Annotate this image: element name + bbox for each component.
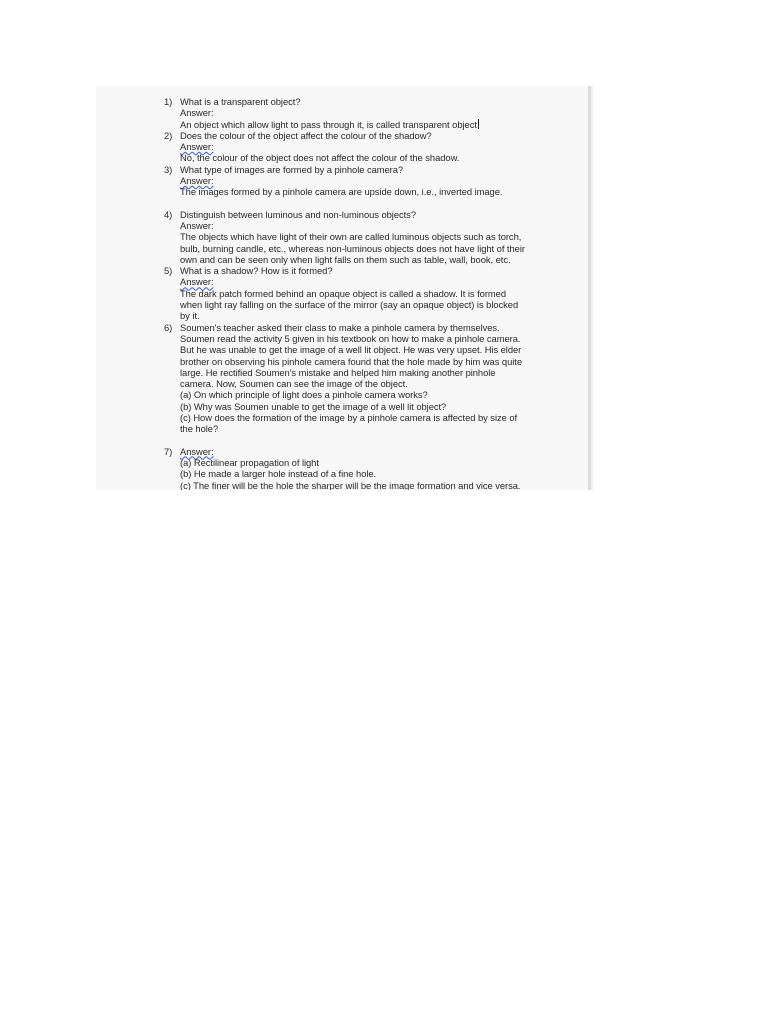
document-content bbox=[164, 96, 584, 490]
answer-line: The dark patch formed behind an opaque object is called a shadow. It is formed bbox=[180, 287, 506, 299]
question-number: 5) bbox=[164, 265, 173, 277]
question-line: (b) Why was Soumen unable to get the image of a well lit object? bbox=[180, 400, 447, 412]
question-number: 7) bbox=[164, 445, 173, 457]
answer-label: Answer: bbox=[180, 107, 214, 119]
question-line: But he was unable to get the image of a well lit object. He was very upset. His elder bbox=[180, 344, 522, 356]
question-number: 4) bbox=[164, 208, 173, 220]
question-number: 6) bbox=[164, 321, 173, 333]
question-number: 1) bbox=[164, 96, 173, 107]
answer-7 bbox=[164, 446, 584, 490]
question-2 bbox=[164, 130, 584, 164]
text-cursor bbox=[478, 119, 479, 129]
answer-line: own and can be seen only when light falls on them such as table, wall, book, etc. bbox=[180, 253, 511, 265]
question-line: camera. Now, Soumen can see the image of the object. bbox=[180, 378, 408, 390]
question-3 bbox=[164, 164, 584, 198]
question-text: Distinguish between luminous and non-luminous objects? bbox=[180, 208, 416, 220]
question-number: 3) bbox=[164, 163, 173, 175]
question-line: the hole? bbox=[180, 423, 219, 435]
answer-line: (b) He made a larger hole instead of a fine hole. bbox=[180, 468, 377, 480]
answer-line: (a) Rectilinear propagation of light bbox=[180, 456, 319, 468]
question-1 bbox=[164, 96, 584, 130]
answer-label: Answer: bbox=[180, 445, 214, 457]
answer-label: Answer: bbox=[180, 276, 214, 288]
answer-line: (c) The finer will be the hole the sharper will be the image formation and vice versa. bbox=[180, 479, 521, 490]
question-text: Does the colour of the object affect the colour of the shadow? bbox=[180, 129, 432, 141]
answer-text: No, the colour of the object does not affect the colour of the shadow. bbox=[180, 152, 460, 164]
answer-line: when light ray falling on the surface of the mirror (say an opaque object) is blocked bbox=[180, 299, 519, 311]
question-text: What type of images are formed by a pinhole camera? bbox=[180, 163, 404, 175]
answer-line: bulb, burning candle, etc., whereas non-luminous objects does not have light of their bbox=[180, 242, 525, 254]
question-5 bbox=[164, 265, 584, 321]
question-text: What is a transparent object? bbox=[180, 96, 301, 107]
question-line: (a) On which principle of light does a pinhole camera works? bbox=[180, 389, 428, 401]
question-text: What is a shadow? How is it formed? bbox=[180, 265, 333, 277]
question-number: 2) bbox=[164, 129, 173, 141]
question-line: Soumen read the activity 5 given in his textbook on how to make a pinhole camera. bbox=[180, 332, 521, 344]
document-page bbox=[96, 86, 591, 490]
answer-text: The images formed by a pinhole camera are upside down, i.e., inverted image. bbox=[180, 186, 503, 198]
question-line: Soumen's teacher asked their class to make a pinhole camera by themselves. bbox=[180, 321, 500, 333]
question-6 bbox=[164, 322, 584, 435]
answer-text[interactable]: An object which allow light to pass through it, is called transparent object bbox=[180, 118, 477, 130]
question-line: (c) How does the formation of the image by a pinhole camera is affected by size of bbox=[180, 412, 518, 424]
question-4 bbox=[164, 209, 584, 265]
answer-line: The objects which have light of their own are called luminous objects such as torch, bbox=[180, 231, 522, 243]
answer-line: by it. bbox=[180, 310, 200, 322]
answer-label: Answer: bbox=[180, 175, 214, 187]
answer-label: Answer: bbox=[180, 219, 214, 231]
answer-label: Answer: bbox=[180, 141, 214, 153]
question-line: large. He rectified Soumen's mistake and helped him making another pinhole bbox=[180, 366, 496, 378]
question-line: brother on observing his pinhole camera found that the hole made by him was quite bbox=[180, 355, 522, 367]
